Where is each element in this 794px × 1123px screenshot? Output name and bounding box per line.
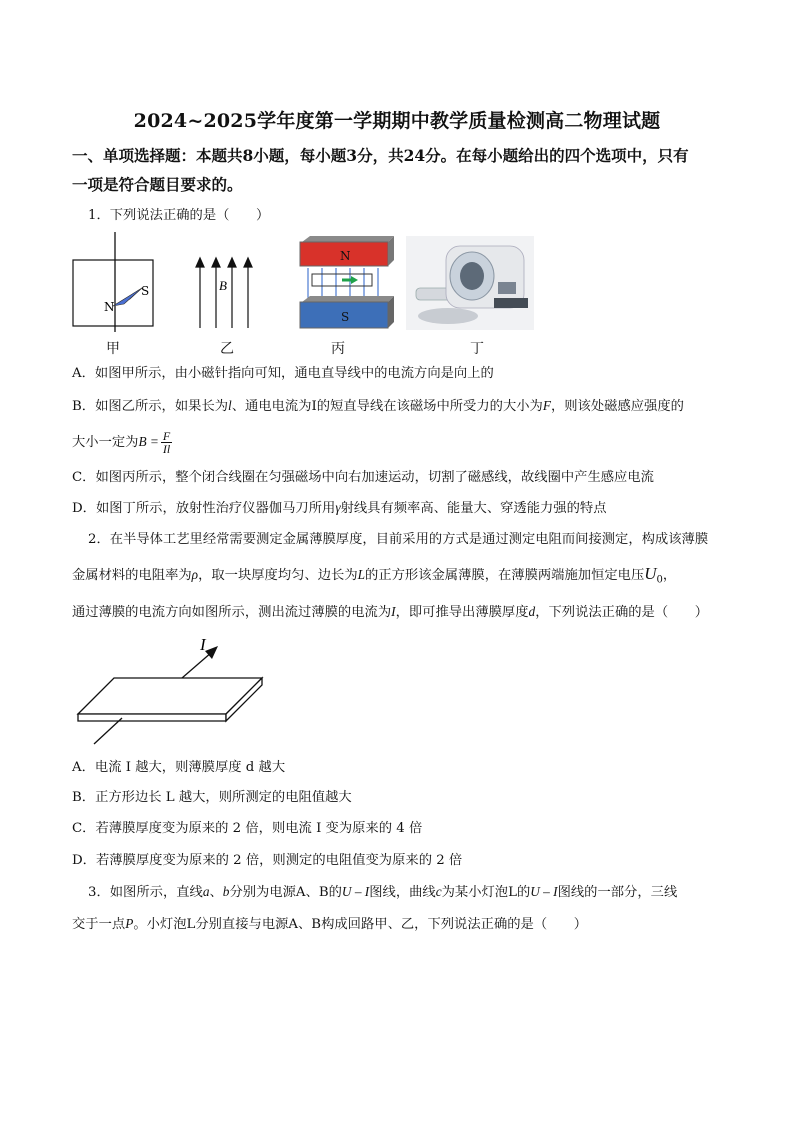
q1-option-c: C．如图丙所示，整个闭合线圈在匀强磁场中向右加速运动，切割了磁感线，故线圈中产生感应电流 <box>72 470 654 485</box>
q1-option-d: D．如图丁所示，放射性治疗仪器伽马刀所用γ射线具有频率高、能量大、穿透能力强的特点 <box>72 500 607 516</box>
figure-bing <box>298 236 394 330</box>
q2-stem-line2: 金属材料的电阻率为ρ，取一块厚度均匀、边长为L的正方形该金属薄膜，在薄膜两端施加恒定电压$U_0$， <box>72 564 677 586</box>
q1-option-b-line1: B．如图乙所示，如果长为l、通电电流为I的短直导线在该磁场中所受力的大小为F，则该处磁感应强度的 <box>72 398 684 414</box>
magnet-n-label: N <box>340 249 351 263</box>
field-b-label: B <box>219 278 227 293</box>
figure-ding-gamma-knife <box>406 236 534 330</box>
formula-fraction: $\frac{F}{Il}$ <box>162 429 171 456</box>
section-heading-line2: 一项是符合题目要求的。 <box>72 175 243 194</box>
q3-stem-line2: 交于一点P。小灯泡L分别直接与电源A、B构成回路甲、乙，下列说法正确的是（ ） <box>72 916 588 932</box>
q2-option-d: D．若薄膜厚度变为原来的 2 倍，则测定的电阻值变为原来的 2 倍 <box>72 853 463 868</box>
figure-yi <box>190 258 260 330</box>
q3-stem-line1: 3．如图所示，直线a、b分别为电源A、B的U – I图线，曲线c为某小灯泡L的U – I图线的一部分，三线 <box>88 884 678 900</box>
page-title: 2024~2025学年度第一学期期中教学质量检测高二物理试题 <box>133 110 661 132</box>
figure-thin-film <box>72 632 272 748</box>
fig-caption-ding: 丁 <box>470 341 484 357</box>
q1-stem: 1．下列说法正确的是（ ） <box>88 208 270 223</box>
current-i-label: I <box>200 635 206 654</box>
q1-option-a: A．如图甲所示，由小磁针指向可知，通电直导线中的电流方向是向上的 <box>72 366 494 381</box>
q2-stem-line1: 2．在半导体工艺里经常需要测定金属薄膜厚度，目前采用的方式是通过测定电阻而间接测定，构成该薄膜 <box>88 532 709 547</box>
q2-option-a: A．电流 I 越大，则薄膜厚度 d 越大 <box>72 760 286 775</box>
compass-s-label: S <box>141 284 150 298</box>
fig-caption-yi: 乙 <box>220 341 234 357</box>
q2-option-b: B．正方形边长 L 越大，则所测定的电阻值越大 <box>72 790 352 805</box>
compass-n-label: N <box>104 300 115 314</box>
fig-caption-bing: 丙 <box>331 341 345 357</box>
section-heading-line1: 一、单项选择题：本题共8小题，每小题3分，共24分。在每小题给出的四个选项中，只有 <box>72 146 689 165</box>
fig-caption-jia: 甲 <box>106 341 120 357</box>
q2-option-c: C．若薄膜厚度变为原来的 2 倍，则电流 I 变为原来的 4 倍 <box>72 821 423 836</box>
q1-option-b-line2: 大小一定为B = $\frac{F}{Il}$ <box>72 429 171 456</box>
q2-stem-line3: 通过薄膜的电流方向如图所示，测出流过薄膜的电流为I，即可推导出薄膜厚度d，下列说法正确的是（ ） <box>72 604 709 620</box>
figure-jia <box>72 232 162 332</box>
magnet-s-label: S <box>341 310 350 324</box>
